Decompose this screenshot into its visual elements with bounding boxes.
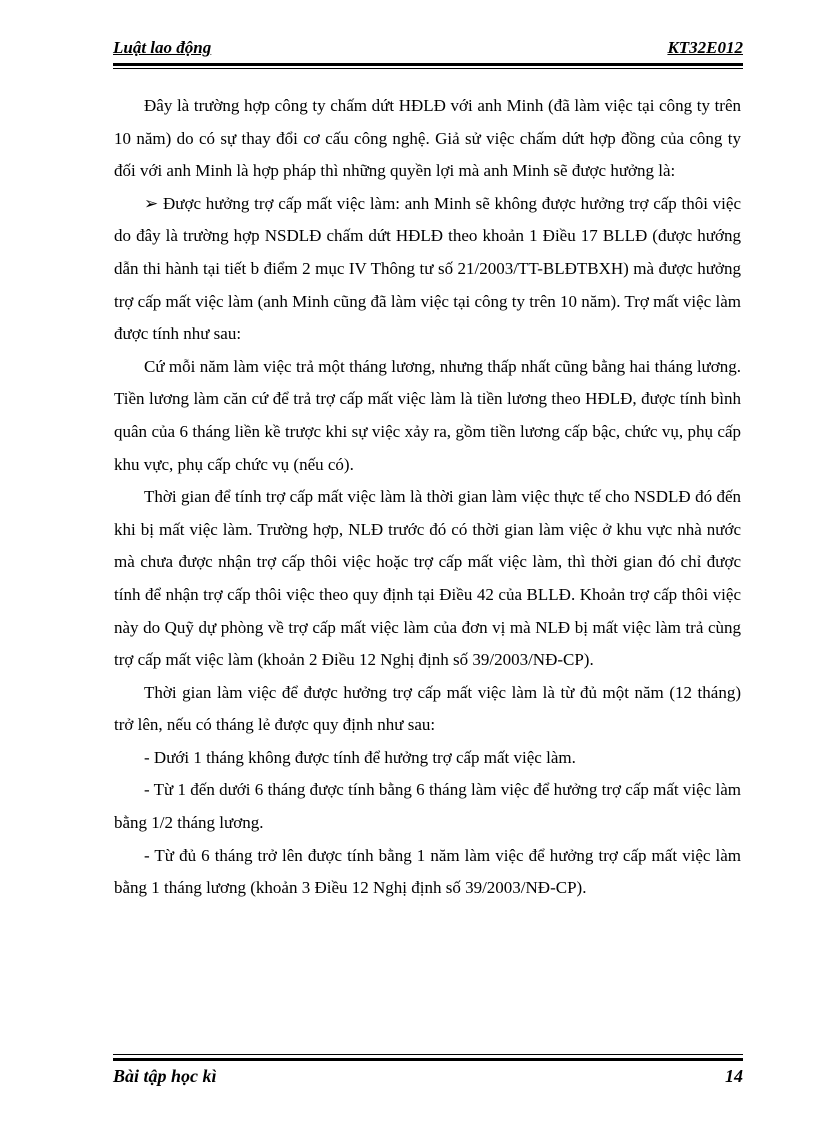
list-item: - Dưới 1 tháng không được tính để hưởng trợ cấp mất việc làm. — [144, 747, 576, 767]
footer-divider — [113, 1058, 743, 1061]
paragraph: Cứ mỗi năm làm việc trả một tháng lương, nhưng thấp nhất cũng bằng hai tháng lương. Tiền lương làm căn cứ để trả trợ cấp mất việc làm là tiền lương theo HĐLĐ, được tính bình quân của 6 tháng liền kề trược khi sự việc xảy ra, gồm tiền lương cấp bậc, chức vụ, phụ cấp khu vực, phụ cấp chức vụ (nếu có). — [114, 356, 741, 474]
page-header — [113, 38, 743, 62]
paragraph: Thời gian làm việc để được hưởng trợ cấp mất việc làm là từ đủ một năm (12 tháng) trở lên, nếu có tháng lẻ được quy định như sau: — [114, 682, 741, 735]
footer-title: Bài tập học kì — [113, 1066, 217, 1086]
page-number: 14 — [725, 1066, 743, 1086]
paragraph: Đây là trường hợp công ty chấm dứt HĐLĐ với anh Minh (đã làm việc tại công ty trên 10 năm) do có sự thay đổi cơ cấu công nghệ. Giả sử việc chấm dứt hợp đồng của công ty đối với anh Minh là hợp pháp thì những quyền lợi mà anh Minh sẽ được hưởng là: — [114, 96, 741, 181]
page-footer — [113, 1066, 743, 1090]
paragraph: Thời gian để tính trợ cấp mất việc làm là thời gian làm việc thực tế cho NSDLĐ đó đến khi bị mất việc làm. Trường hợp, NLĐ trước đó có thời gian làm việc ở khu vực nhà nước mà chưa được nhận trợ cấp thôi việc hoặc trợ cấp mất việc làm, thì thời gian đó chỉ được tính để nhận trợ cấp thôi việc theo quy định tại Điều 42 của BLLĐ. Khoản trợ cấp thôi việc này do Quỹ dự phòng về trợ cấp mất việc làm của đơn vị mà NLĐ bị mất việc làm trả cùng trợ cấp mất việc làm (khoản 2 Điều 12 Nghị định số 39/2003/NĐ-CP). — [114, 487, 741, 670]
header-subject: Luật lao động — [113, 38, 212, 57]
document-body — [114, 90, 741, 905]
list-item: - Từ 1 đến dưới 6 tháng được tính bằng 6 tháng làm việc để hưởng trợ cấp mất việc làm bằng 1/2 tháng lương. — [114, 780, 741, 833]
bullet-paragraph: ➢ Được hưởng trợ cấp mất việc làm: anh Minh sẽ không được hưởng trợ cấp thôi việc do đây là trường hợp NSDLĐ chấm dứt HĐLĐ theo khoản 1 Điều 17 BLLĐ (được hướng dẫn thi hành tại tiết b điểm 2 mục IV Thông tư số 21/2003/TT-BLĐTBXH) mà được hưởng trợ cấp mất việc làm (anh Minh cũng đã làm việc tại công ty trên 10 năm). Trợ mất việc làm được tính như sau: — [114, 193, 741, 344]
header-code: KT32E012 — [667, 38, 743, 57]
list-item: - Từ đủ 6 tháng trở lên được tính bằng 1 năm làm việc để hưởng trợ cấp mất việc làm bằng 1 tháng lương (khoản 3 Điều 12 Nghị định số 39/2003/NĐ-CP). — [114, 845, 741, 898]
header-divider-thin — [113, 68, 743, 69]
header-divider — [113, 63, 743, 66]
footer-divider-thin — [113, 1054, 743, 1055]
